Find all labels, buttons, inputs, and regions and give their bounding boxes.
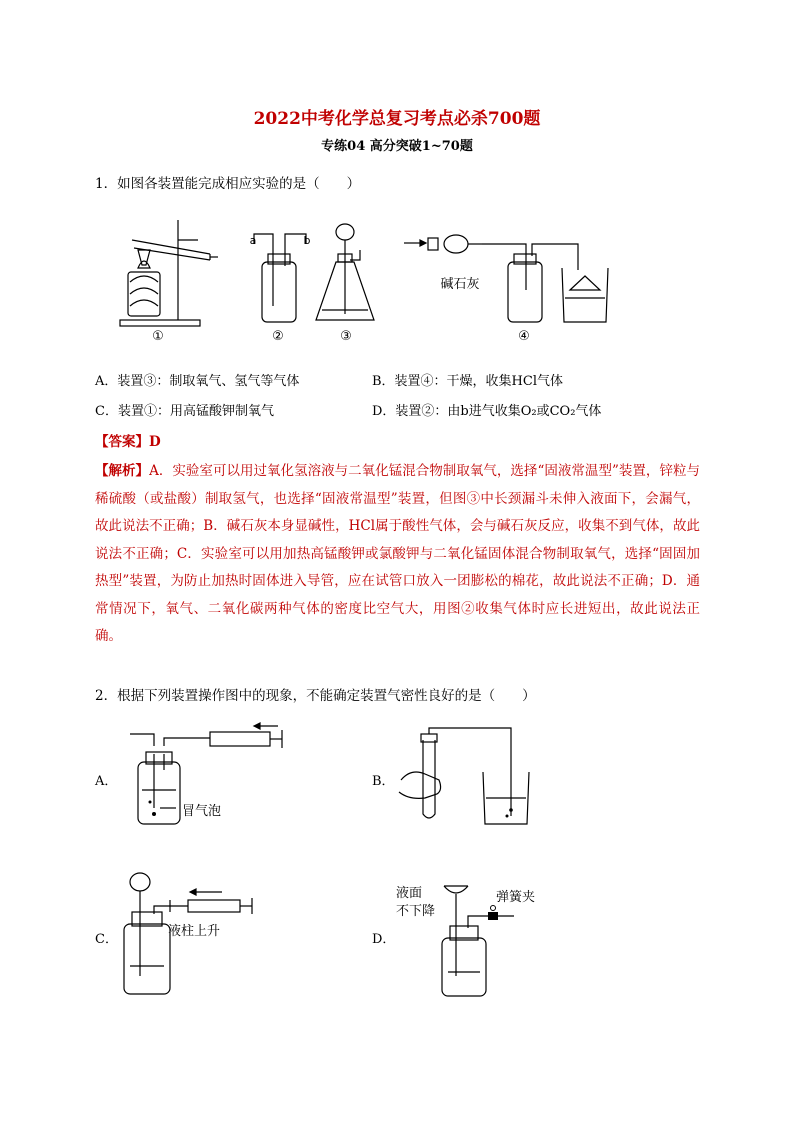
- q2-option-a: A．: [95, 774, 118, 789]
- q2-figure-d: [430, 880, 550, 1000]
- label-apparatus-4: ④: [518, 329, 530, 344]
- label-soda-lime: 碱石灰: [440, 277, 480, 292]
- question-1-figure: [110, 210, 630, 350]
- q2-option-c: C．: [95, 932, 118, 947]
- label-level-1: 液面: [396, 886, 423, 901]
- label-spring-clip: 弹簧夹: [496, 890, 536, 905]
- q2-option-b: B．: [372, 774, 395, 789]
- page-subtitle: 专练04 高分突破1~70题: [321, 139, 473, 154]
- label-b: b: [303, 234, 311, 247]
- question-2-stem: 2．根据下列装置操作图中的现象，不能确定装置气密性良好的是（ ）: [95, 688, 536, 704]
- q1-analysis: [95, 458, 700, 651]
- label-apparatus-2: ②: [272, 329, 284, 344]
- label-apparatus-1: ①: [152, 329, 164, 344]
- label-bubbles: 冒气泡: [182, 804, 222, 819]
- q1-option-c: C．装置①：用高锰酸钾制氧气: [95, 404, 274, 419]
- q1-answer: 【答案】D: [95, 434, 161, 450]
- q1-option-b: B．装置④：干燥，收集HCl气体: [372, 374, 563, 389]
- q2-figure-b: [395, 720, 535, 830]
- label-apparatus-3: ③: [340, 329, 352, 344]
- label-column-rise: 液柱上升: [168, 924, 221, 939]
- label-a: a: [249, 234, 257, 247]
- label-level-2: 不下降: [396, 904, 436, 919]
- q1-option-a: A．装置③：制取氧气、氢气等气体: [95, 374, 300, 389]
- page-title: 2022中考化学总复习考点必杀700题: [253, 109, 541, 129]
- q2-option-d: D．: [372, 932, 396, 947]
- q1-analysis-text: A．实验室可以用过氧化氢溶液与二氧化锰混合物制取氧气，选择“固液常温型”装置，锌粒与稀硫酸（或盐酸）制取氢气，也选择“固液常温型”装置，但图③中长颈漏斗未伸入液面下，会漏气，故此说法不正确；B．碱石灰本身显碱性，HCl属于酸性气体，会与碱石灰反应，收集不到气体，故此说法不正确；C．实验室可以用加热高锰酸钾或氯酸钾与二氧化锰固体混合物制取氧气，选择“固固加热型”装置，为防止加热时固体进入导管，应在试管口放入一团膨松的棉花，故此说法不正确；D．通常情况下，氧气、二氧化碳两种气体的密度比空气大，用图②收集气体时应长进短出，故此说法正确。: [95, 463, 700, 644]
- q1-option-d: D．装置②：由b进气收集O₂或CO₂气体: [372, 404, 602, 419]
- q1-analysis-tag: 【解析】: [95, 463, 150, 479]
- question-1-stem: 1．如图各装置能完成相应实验的是（ ）: [95, 176, 361, 192]
